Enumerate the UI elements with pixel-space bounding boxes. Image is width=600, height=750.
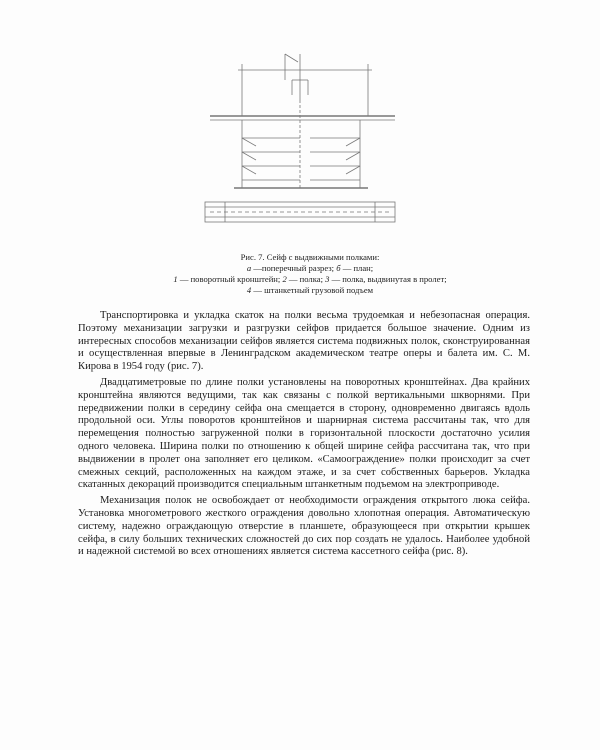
caption-text-1: — поворотный кронштейн; [179,274,281,284]
caption-letter-b: б [336,263,341,273]
caption-num-1: 1 [173,274,178,284]
caption-num-4: 4 [246,285,252,295]
paragraph-1: Транспортировка и укладка скаток на полки весьма трудоемкая и небезопасная операция. Поэтому механизации загрузки и разгрузки сейфов придается большое значение. Одним из интересных способов механизации сейфов является система подвижных полок, сконструированная и осуществленная впервые в Ленинградском академическом театре оперы и балета им. С. М. Кирова в 1954 году (рис. 7). [78,310,530,373]
caption-line-parts [160,274,460,285]
caption-num-3: 3 [325,274,330,284]
body-text [78,310,530,562]
caption-line-views [160,263,460,274]
caption-title: Рис. 7. Сейф с выдвижными полками: [240,252,380,262]
caption-letter-a: а [246,263,252,273]
figure-safe-drawing [150,40,450,245]
caption-num-2: 2 [282,274,287,284]
safe-cross-section-drawing [150,40,450,245]
caption-text-4: — штанкетный грузовой подъем [253,285,374,295]
paragraph-2: Двадцатиметровые по длине полки установлены на поворотных кронштейнах. Два крайних кронштейна являются ведущими, так как связаны с полкой вертикальными шкворнями. При передвижении полки в середину сейфа она смещается в сторону, одновременно двигаясь вдоль продольной оси. Углы поворотов кронштейнов и шарнирная система рассчитаны так, что для перемещения полностью загруженной полки в горизонтальной плоскости достаточно усилия одного человека. Ширина полки по отношению к общей ширине сейфа рассчитана так, что при выдвижении в пролет она заполняет его целиком. «Самоограждение» полки происходит за счет смежных секций, расположенных на каждом этаже, и за счет собственных барьеров. Укладка скатанных декораций производится специальным штанкетным подъемом на электроприводе. [78,376,530,491]
caption-a-text: —поперечный разрез; [253,263,335,273]
caption-text-3: — полка, выдвинутая в пролет; [331,274,447,284]
figure-caption [160,252,460,296]
caption-b-text: — план; [342,263,374,273]
paragraph-3: Механизация полок не освобождает от необходимости ограждения открытого люка сейфа. Установка многометрового жесткого ограждения довольно хлопотная операция. Автоматическую систему, надежно ограждающую отверстие в планшете, образующееся при открытии крышек сейфа, в силу больших технических сложностей до сих пор создать не удалось. Наиболее удобной и надежной системой во всех отношениях является система кассетного сейфа (рис. 8). [78,495,530,558]
caption-text-2: — полка; [288,274,323,284]
caption-line-hoist [160,285,460,296]
